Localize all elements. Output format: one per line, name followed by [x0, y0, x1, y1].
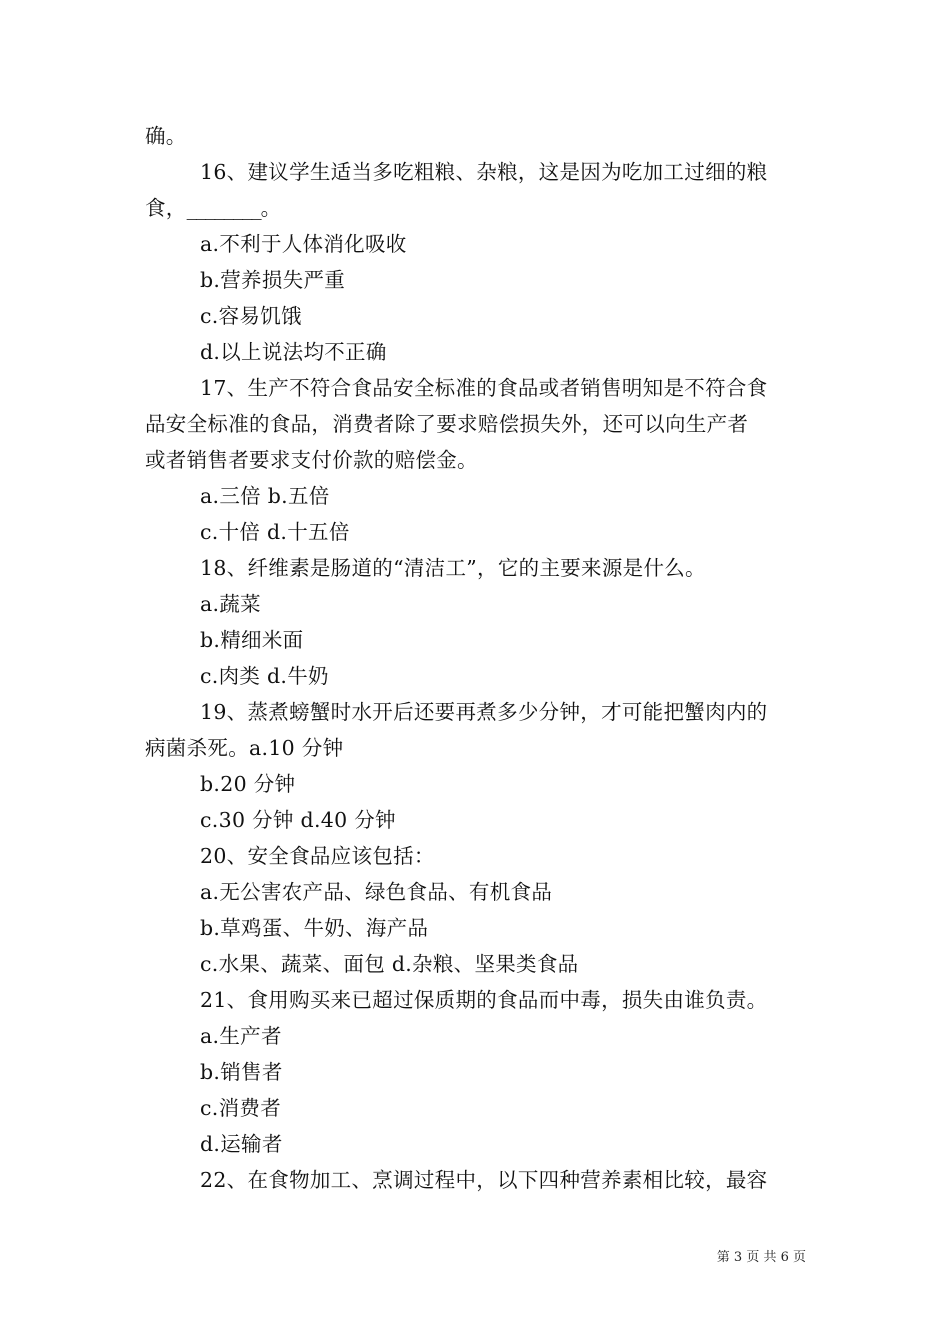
option-line: b.精细米面	[200, 628, 304, 652]
option-line: d.运输者	[200, 1132, 283, 1156]
option-line: b.草鸡蛋、牛奶、海产品	[200, 916, 429, 940]
text-after-blank: 。	[260, 196, 282, 220]
question-21: 21、食用购买来已超过保质期的食品而中毒，损失由谁负责。	[200, 988, 768, 1012]
text-line: 或者销售者要求支付价款的赔偿金。	[145, 448, 478, 472]
option-line: c.容易饥饿	[200, 304, 302, 328]
option-line: d.以上说法均不正确	[200, 340, 387, 364]
question-22: 22、在食物加工、烹调过程中，以下四种营养素相比较，最容	[200, 1168, 768, 1192]
question-20: 20、安全食品应该包括：	[200, 844, 435, 868]
option-line: c.消费者	[200, 1096, 281, 1120]
option-line: c.肉类 d.牛奶	[200, 664, 329, 688]
question-18: 18、纤维素是肠道的“清洁工”，它的主要来源是什么。	[200, 556, 706, 580]
page-footer: 第 3 页 共 6 页	[716, 1250, 806, 1265]
document-body	[145, 118, 810, 1198]
option-line: a.三倍 b.五倍	[200, 484, 330, 508]
fill-in-blank: ________	[186, 196, 261, 220]
option-line: a.蔬菜	[200, 592, 261, 616]
text-line-with-blank	[145, 190, 810, 226]
option-line: a.无公害农产品、绿色食品、有机食品	[200, 880, 553, 904]
text-before-blank: 食，	[145, 196, 187, 220]
option-line: c.十倍 d.十五倍	[200, 520, 350, 544]
question-16: 16、建议学生适当多吃粗粮、杂粮，这是因为吃加工过细的粮	[200, 160, 768, 184]
question-17: 17、生产不符合食品安全标准的食品或者销售明知是不符合食	[200, 376, 768, 400]
option-line: c.水果、蔬菜、面包 d.杂粮、坚果类食品	[200, 952, 579, 976]
text-line: 病菌杀死。a.10 分钟	[145, 736, 344, 760]
option-line: b.销售者	[200, 1060, 283, 1084]
text-line: 确。	[145, 124, 187, 148]
option-line: c.30 分钟 d.40 分钟	[200, 808, 396, 832]
text-line: 品安全标准的食品，消费者除了要求赔偿损失外，还可以向生产者	[145, 412, 749, 436]
option-line: b.营养损失严重	[200, 268, 346, 292]
option-line: a.生产者	[200, 1024, 282, 1048]
option-line: a.不利于人体消化吸收	[200, 232, 407, 256]
question-19: 19、蒸煮螃蟹时水开后还要再煮多少分钟，才可能把蟹肉内的	[200, 700, 768, 724]
option-line: b.20 分钟	[200, 772, 296, 796]
